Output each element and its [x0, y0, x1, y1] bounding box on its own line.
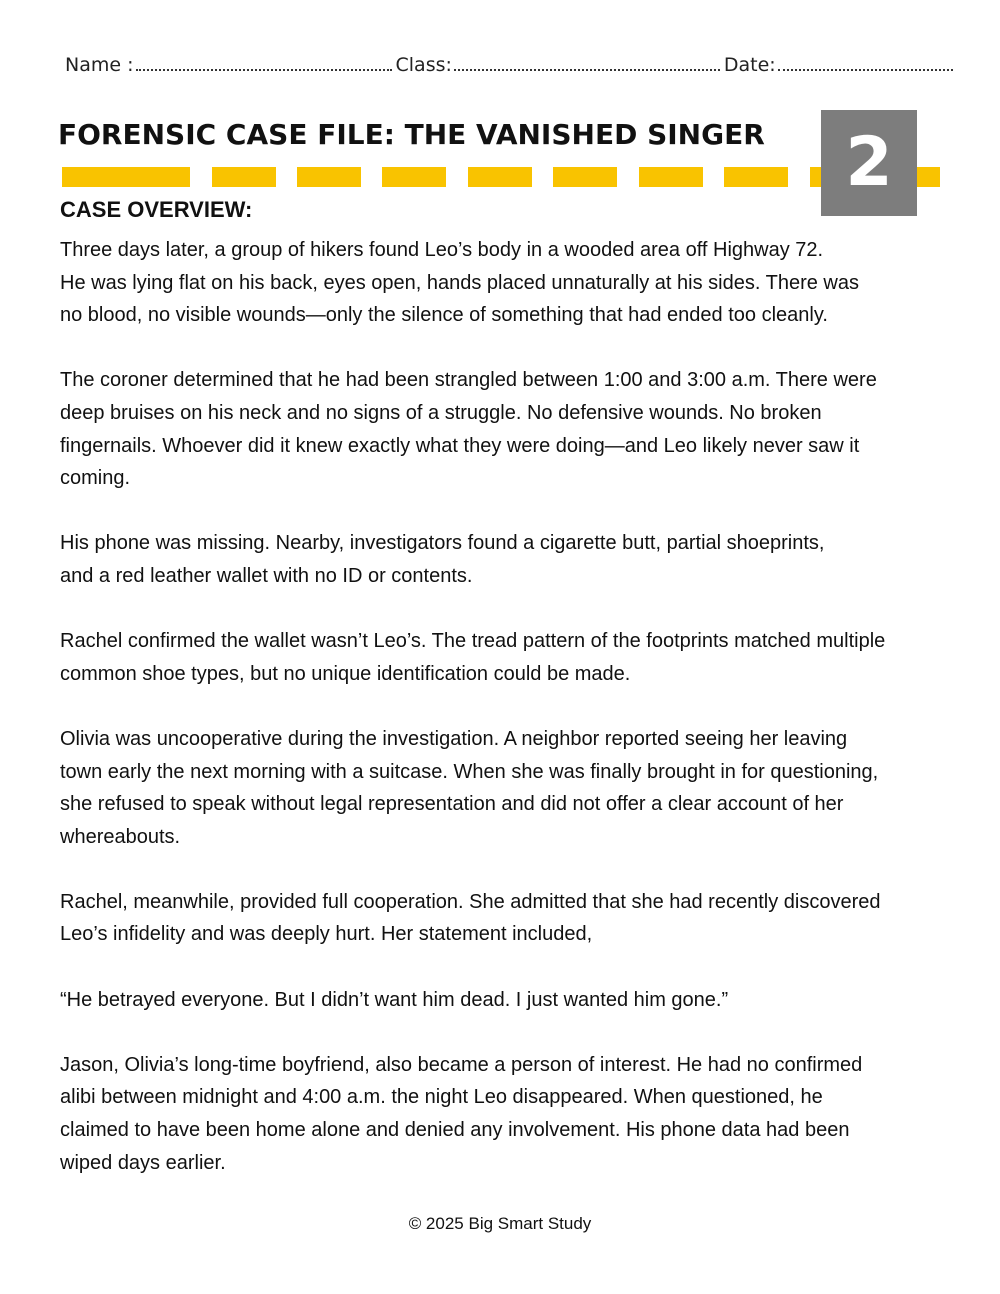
case-number-badge: 2: [821, 110, 917, 216]
page-title: FORENSIC CASE FILE: THE VANISHED SINGER: [58, 118, 765, 151]
class-field[interactable]: [396, 54, 720, 76]
name-field[interactable]: [65, 54, 392, 76]
name-blank[interactable]: [136, 68, 392, 71]
caution-tape-divider: [62, 167, 940, 187]
date-blank[interactable]: [778, 68, 953, 71]
tape-dash: [917, 167, 940, 187]
paragraph: Rachel, meanwhile, provided full cooperation. She admitted that she had recently discovered Leo’s infidelity and was deeply hurt. Her statement included,: [60, 890, 881, 946]
tape-dash: [297, 167, 361, 187]
section-heading: CASE OVERVIEW:: [60, 197, 253, 222]
paragraph: Olivia was uncooperative during the investigation. A neighbor reported seeing her leaving town early the next morning with a suitcase. When she was finally brought in for questioning, she refused to speak without legal representation and did not offer a clear account of her whereabouts.: [60, 727, 879, 848]
class-label: Class:: [395, 54, 452, 76]
paragraph: Rachel confirmed the wallet wasn’t Leo’s. The tread pattern of the footprints matched multiple common shoe types, but no unique identification could be made.: [60, 630, 886, 685]
paragraph: Three days later, a group of hikers found Leo’s body in a wooded area off Highway 72. He was lying flat on his back, eyes open, hands placed unnaturally at his sides. There was no blood, no visible wounds—only the silence of something that had ended too cleanly.: [60, 239, 859, 327]
paragraph: The coroner determined that he had been strangled between 1:00 and 3:00 a.m. There were deep bruises on his neck and no signs of a struggle. No defensive wounds. No broken fingernails. Whoever did it knew exactly what they were doing—and Leo likely never saw it coming.: [60, 369, 877, 490]
tape-dash: [639, 167, 703, 187]
name-label: Name :: [65, 54, 134, 76]
quote-paragraph: “He betrayed everyone. But I didn’t want him dead. I just wanted him gone.”: [60, 988, 729, 1011]
class-blank[interactable]: [454, 68, 720, 71]
date-label: Date:: [723, 54, 776, 76]
paragraph: Jason, Olivia’s long-time boyfriend, also became a person of interest. He had no confirmed alibi between midnight and 4:00 a.m. the night Leo disappeared. When questioned, he claimed to have been home alone and denied any involvement. His phone data had been wiped days earlier.: [60, 1053, 863, 1174]
tape-dash: [62, 167, 126, 187]
student-info-line: [65, 54, 945, 76]
tape-dash: [553, 167, 617, 187]
copyright-footer: © 2025 Big Smart Study: [408, 1214, 592, 1233]
tape-dash: [724, 167, 788, 187]
tape-dash: [126, 167, 190, 187]
tape-dash: [382, 167, 446, 187]
tape-dash: [468, 167, 532, 187]
case-overview-body: [60, 234, 950, 1212]
date-field[interactable]: [724, 54, 953, 76]
tape-dash: [212, 167, 276, 187]
paragraph: His phone was missing. Nearby, investigators found a cigarette butt, partial shoeprints, and a red leather wallet with no ID or contents.: [60, 532, 825, 587]
